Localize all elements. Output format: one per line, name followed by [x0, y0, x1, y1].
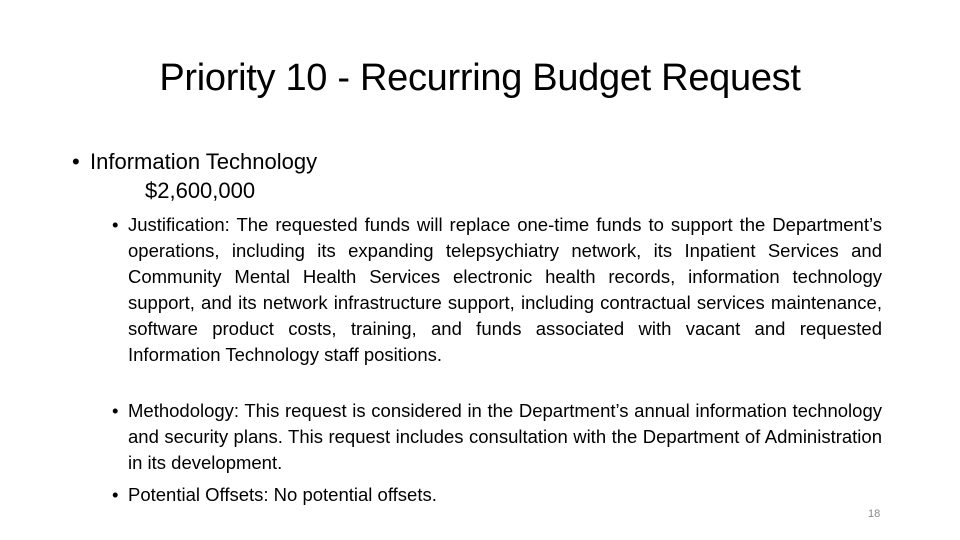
- offsets-text: Potential Offsets: No potential offsets.: [128, 484, 437, 505]
- bullet-icon: •: [112, 484, 119, 505]
- sub-bullet-justification: [112, 212, 882, 368]
- bullet-icon: •: [72, 149, 80, 174]
- page-number: 18: [868, 508, 881, 520]
- sub-bullet-offsets: [112, 482, 882, 508]
- methodology-text: Methodology: This request is considered in the Department’s annual information technology and security plans. This request includes consultation with the Department of Administration in its development.: [128, 400, 882, 473]
- main-bullet: [72, 149, 317, 175]
- sub-bullet-methodology: [112, 398, 882, 476]
- bullet-icon: •: [112, 400, 119, 421]
- justification-text: Justification: The requested funds will replace one-time funds to support the Department’s operations, including its expanding telepsychiatry network, its Inpatient Services and Community Mental Health Services electronic health records, information technology support, and its network infrastructure support, including contractual services maintenance, software product costs, training, and funds associated with vacant and requested Information Technology staff positions.: [128, 214, 882, 365]
- main-bullet-label: Information Technology: [90, 149, 318, 174]
- budget-amount: $2,600,000: [145, 178, 256, 203]
- slide-title: Priority 10 - Recurring Budget Request: [159, 57, 801, 99]
- bullet-icon: •: [112, 214, 119, 235]
